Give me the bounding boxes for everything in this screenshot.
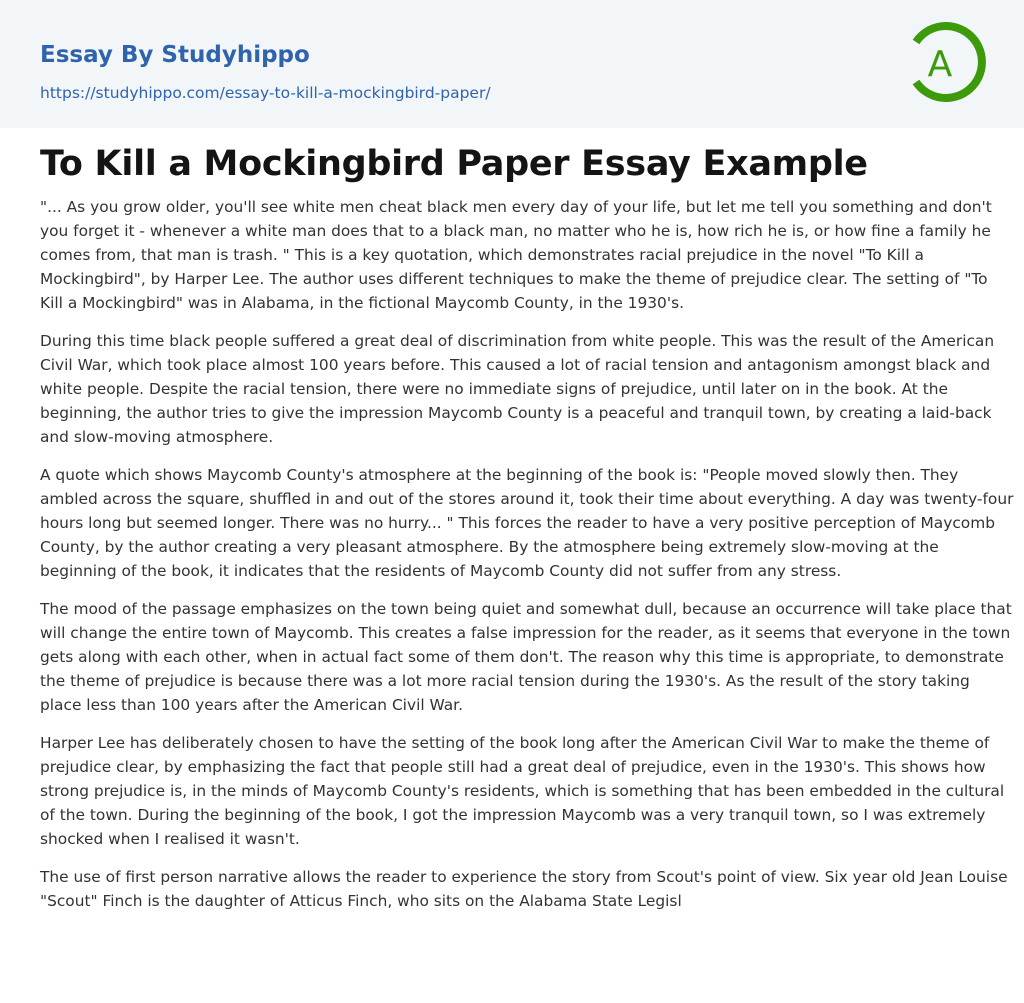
brand-title: Essay By Studyhippo [40, 42, 310, 68]
paragraph: "... As you grow older, you'll see white men cheat black men every day of your life, but let me tell you something and don't you forget it - whenever a white man does that to a black man, no matter who he is, how rich he is, or how fine a family he comes from, that man is trash. " This is a key quotation, which demonstrates racial prejudice in the novel "To Kill a Mockingbird", by Harper Lee. The author uses different techniques to make the theme of prejudice clear. The setting of "To Kill a Mockingbird" was in Alabama, in the fictional Maycomb County, in the 1930's. [40, 198, 992, 312]
paragraph: A quote which shows Maycomb County's atmosphere at the beginning of the book is: "People moved slowly then. They ambled across the square, shuffled in and out of the stores around it, took their time about everything. A day was twenty-four hours long but seemed longer. There was no hurry... " This forces the reader to have a very positive perception of Maycomb County, by the author creating a very pleasant atmosphere. By the atmosphere being extremely slow-moving at the beginning of the book, it indicates that the residents of Maycomb County did not suffer from any stress. [40, 466, 1014, 580]
page-title: To Kill a Mockingbird Paper Essay Example [40, 144, 868, 184]
essay-body [40, 195, 1015, 927]
paragraph: The use of first person narrative allows the reader to experience the story from Scout's point of view. Six year old Jean Louise "Scout" Finch is the daughter of Atticus Finch, who sits on the Alabama State Legisl [40, 868, 1008, 910]
essay-url-link[interactable]: https://studyhippo.com/essay-to-kill-a-mockingbird-paper/ [40, 84, 491, 102]
studyhippo-logo-icon[interactable] [902, 20, 986, 104]
paragraph: The mood of the passage emphasizes on the town being quiet and somewhat dull, because an occurrence will take place that will change the entire town of Maycomb. This creates a false impression for the reader, as it seems that everyone in the town gets along with each other, when in actual fact some of them don't. The reason why this time is appropriate, to demonstrate the theme of prejudice is because there was a lot more racial tension during the 1930's. As the result of the story taking place less than 100 years after the American Civil War. [40, 600, 1012, 714]
site-header [0, 0, 1024, 128]
paragraph: Harper Lee has deliberately chosen to have the setting of the book long after the American Civil War to make the theme of prejudice clear, by emphasizing the fact that people still had a great deal of prejudice, even in the 1930's. This shows how strong prejudice is, in the minds of Maycomb County's residents, which is something that has been embedded in the cultural of the town. During the beginning of the book, I got the impression Maycomb was a very tranquil town, so I was extremely shocked when I realised it wasn't. [40, 734, 1005, 848]
paragraph: During this time black people suffered a great deal of discrimination from white people. This was the result of the American Civil War, which took place almost 100 years before. This caused a lot of racial tension and antagonism amongst black and white people. Despite the racial tension, there were no immediate signs of prejudice, until later on in the book. At the beginning, the author tries to give the impression Maycomb County is a peaceful and tranquil town, by creating a laid-back and slow-moving atmosphere. [40, 332, 995, 446]
logo-letter: A [927, 44, 953, 85]
